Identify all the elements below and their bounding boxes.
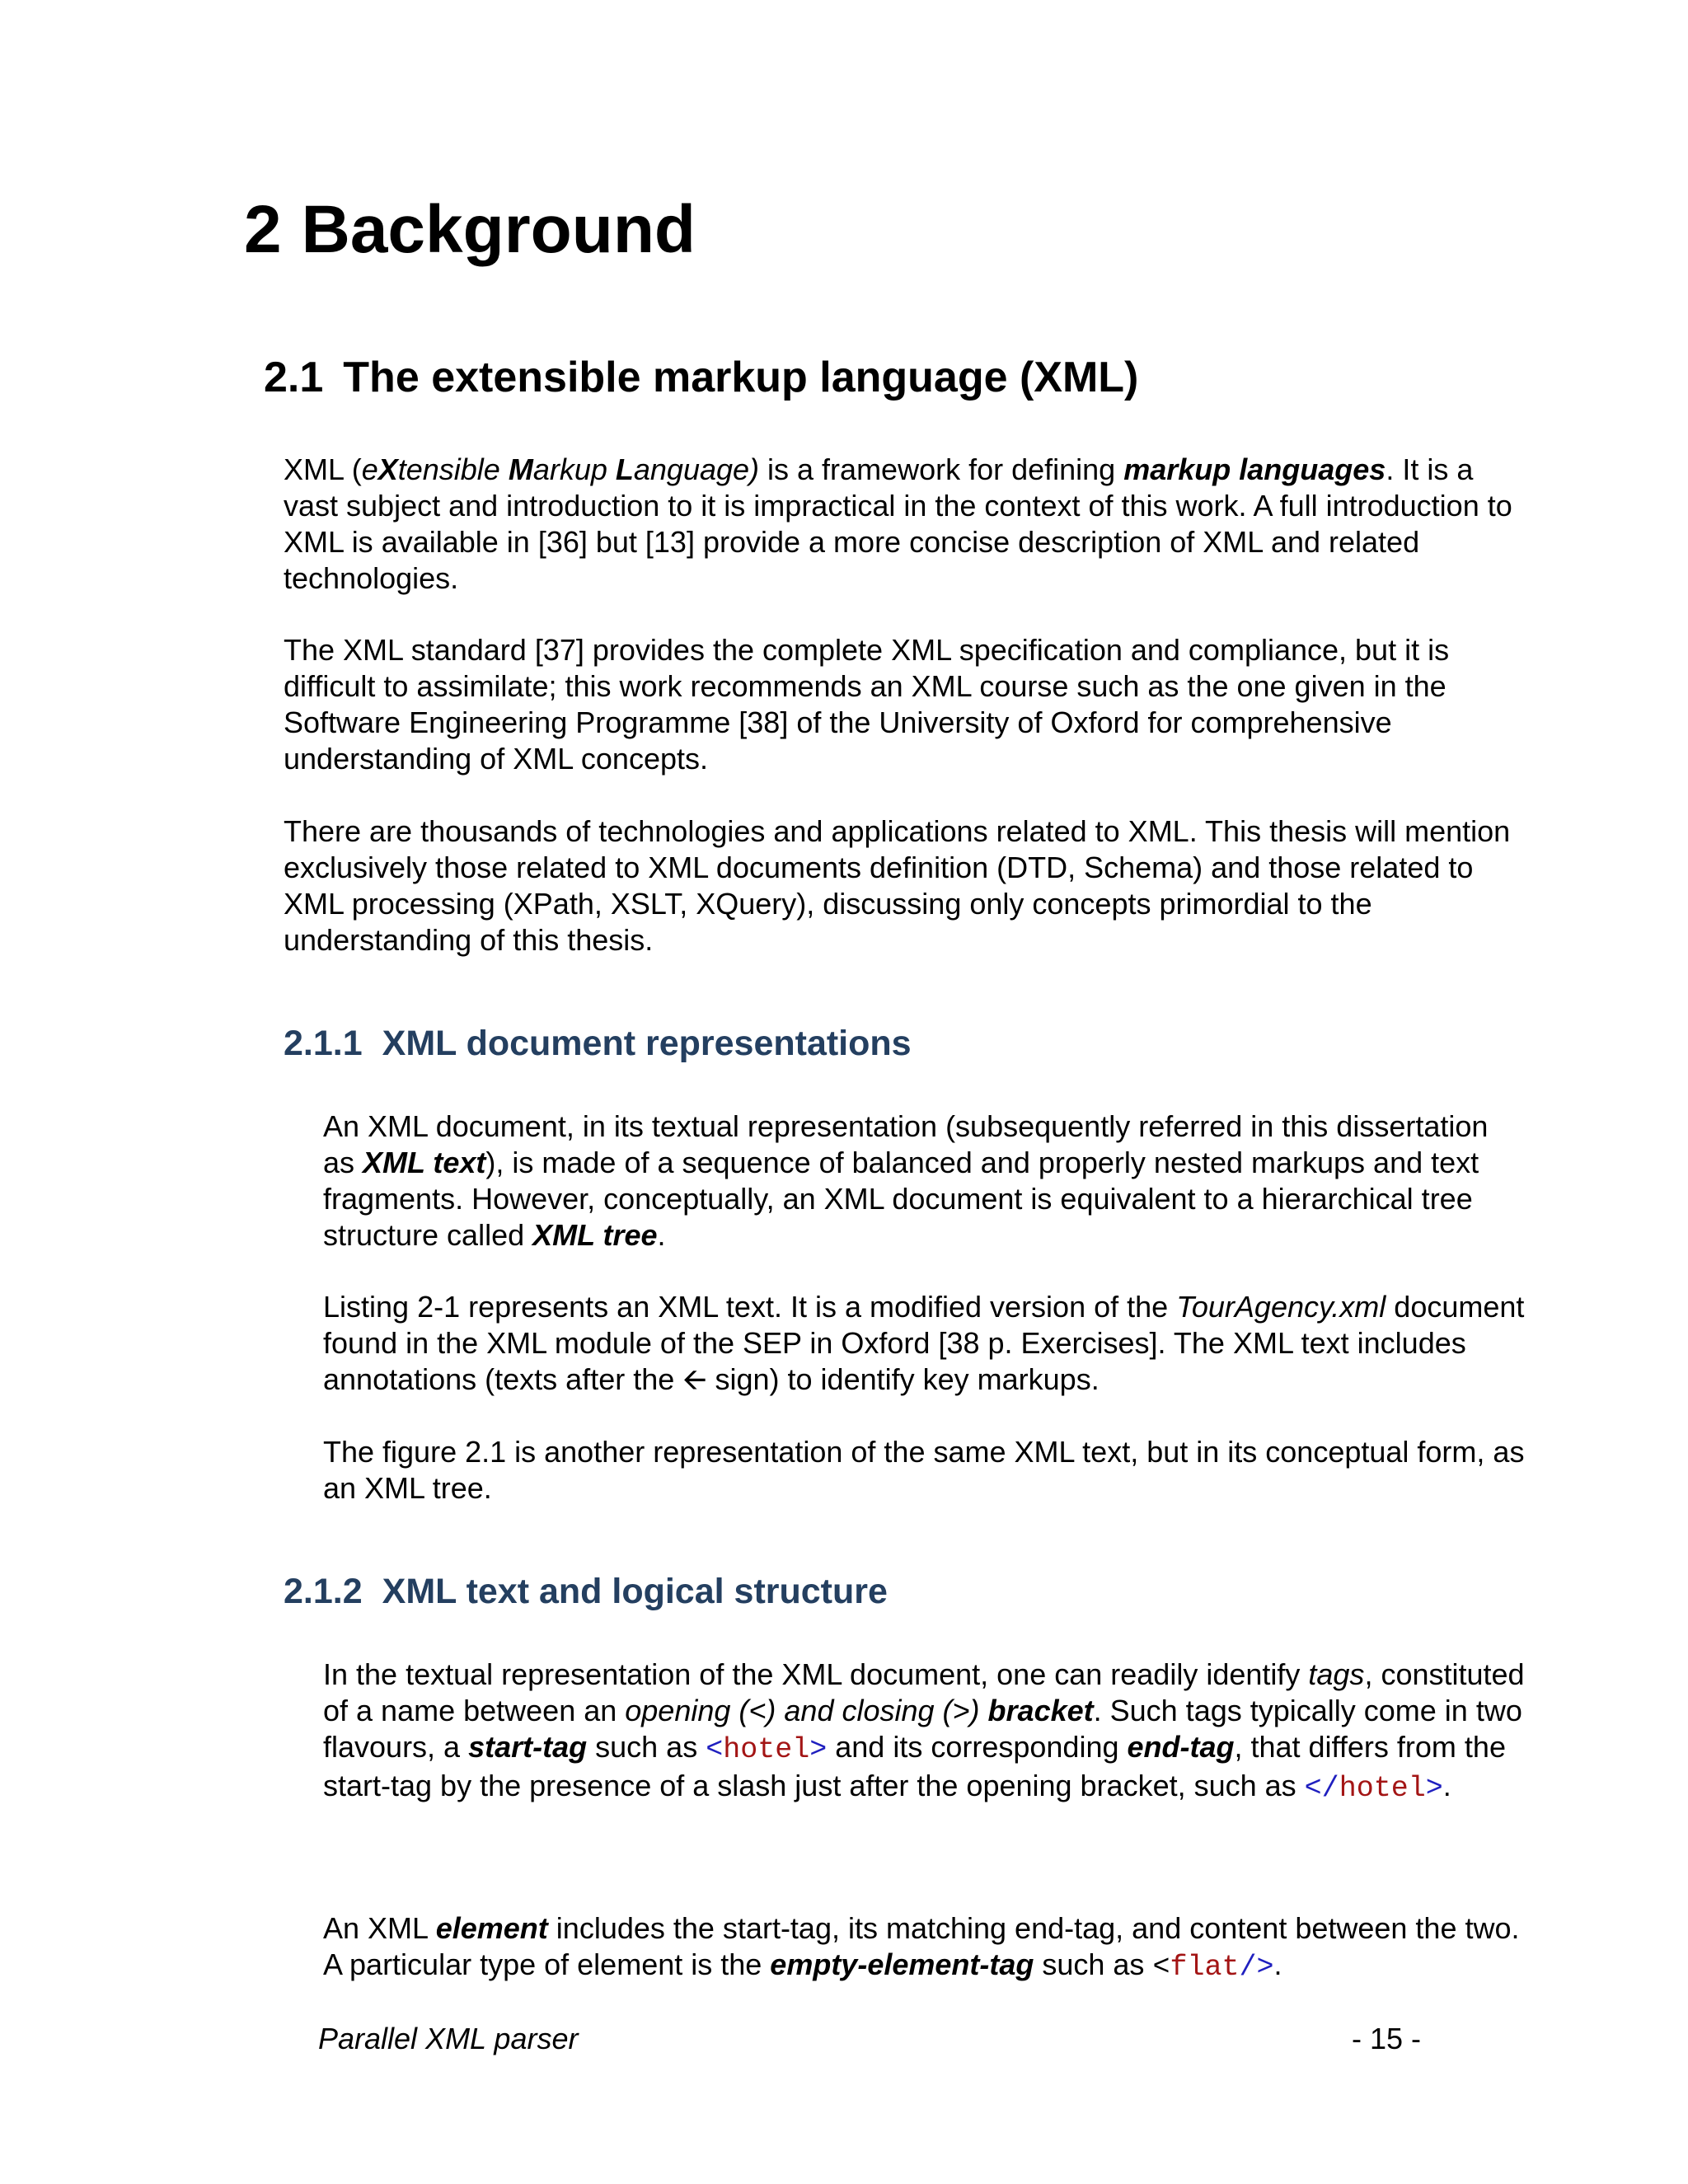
code-bracket: </ — [1304, 1772, 1339, 1805]
subsection2-paragraph-1 — [323, 1657, 1526, 1807]
text-run: . — [657, 1218, 666, 1252]
text-run: document found in the XML module of the SEP in Oxford [38 p. Exercises]. The XML text includes annotations (texts after the — [323, 1290, 1525, 1396]
code-start-tag-hotel — [706, 1733, 827, 1766]
filename: TourAgency.xml — [1176, 1290, 1386, 1324]
code-bracket: < — [706, 1733, 724, 1766]
subsection1-paragraph-1 — [323, 1108, 1526, 1254]
code-bracket: > — [1425, 1772, 1443, 1805]
term-xml-tree: XML tree — [532, 1218, 658, 1252]
code-empty-tag-flat — [1152, 1951, 1273, 1984]
arrow-left-icon: 🡨 — [682, 1362, 707, 1396]
term-element: element — [435, 1911, 548, 1945]
text-run: is a framework for defining — [759, 452, 1124, 486]
term-markup-languages: markup languages — [1123, 452, 1386, 486]
subsection-title: XML document representations — [382, 1024, 912, 1063]
section-paragraph-2: The XML standard [37] provides the complete XML specification and compliance, but it is difficult to assimilate; this work recommends an XML course such as the one given in the Software Engineering Programme [38] of the University of Oxford for comprehensive understanding of XML concepts. — [284, 633, 1450, 776]
text-run: An XML — [323, 1911, 436, 1945]
subsection1-paragraph-2 — [323, 1289, 1526, 1398]
subsection-number: 2.1.1 — [284, 1024, 363, 1063]
text-run-bold-italic: L — [615, 452, 634, 486]
page-number: - 15 - — [1352, 2022, 1422, 2055]
text-run: . — [1273, 1947, 1282, 1981]
text-run: In the textual representation of the XML document, one can readily identify — [323, 1657, 1309, 1691]
text-run: , that differs from the start-tag by the presence of a slash just after the opening bracket, such as — [323, 1730, 1506, 1802]
section-title: The extensible markup language (XML) — [343, 354, 1139, 401]
term-start-tag: start-tag — [468, 1730, 588, 1764]
text-run: includes the start-tag, its matching end-tag, and content between the two. A particular type of element is the — [323, 1911, 1520, 1981]
chapter-heading — [244, 192, 696, 267]
text-run-italic: anguage) — [633, 452, 760, 486]
text-run: . It is a vast subject and introduction to it is impractical in the context of this work. A full introduction to XML is available in [36] but [13] provide a more concise description of XML and related technologies. — [284, 452, 1512, 595]
text-run-italic: tensible — [397, 452, 509, 486]
text-run-italic: opening (<) and closing (>) — [625, 1694, 980, 1727]
code-end-tag-hotel — [1305, 1772, 1443, 1805]
text-run: An XML document, in its textual representation (subsequently referred in this dissertation as — [323, 1109, 1489, 1179]
subsection-heading-2 — [284, 1574, 888, 1610]
term-tags: tags — [1308, 1657, 1365, 1691]
term-end-tag: end-tag — [1127, 1730, 1235, 1764]
text-run: ), is made of a sequence of balanced and properly nested markups and text fragments. However, conceptually, an XML document is equivalent to a hierarchical tree structure called — [323, 1146, 1479, 1252]
code-tagname: flat — [1170, 1951, 1240, 1984]
term-empty-element-tag: empty-element-tag — [770, 1947, 1034, 1981]
text-run-italic: arkup — [532, 452, 616, 486]
chapter-number: 2 — [244, 192, 282, 267]
section-number: 2.1 — [264, 354, 324, 401]
section-heading — [264, 356, 1138, 399]
code-bracket: > — [809, 1733, 828, 1766]
subsection-number: 2.1.2 — [284, 1572, 363, 1611]
section-paragraph-1 — [284, 452, 1520, 597]
text-run-bold-italic: M — [508, 452, 533, 486]
code-bracket: /> — [1239, 1951, 1274, 1984]
text-run: . Such tags typically come in two flavours, a — [323, 1694, 1522, 1764]
text-run: , constituted of a name between an — [323, 1657, 1525, 1727]
text-run-bold-italic: X — [377, 452, 398, 486]
term-bracket: bracket — [987, 1694, 1094, 1727]
text-run: XML ( — [284, 452, 362, 486]
subsection-title: XML text and logical structure — [382, 1572, 888, 1611]
text-run: such as — [587, 1730, 706, 1764]
text-run — [980, 1694, 988, 1727]
section-paragraph-3: There are thousands of technologies and applications related to XML. This thesis will mention exclusively those related to XML documents definition (DTD, Schema) and those related to XML processing (XPath, XSLT, XQuery), discussing only concepts primordial to the understanding of this thesis. — [284, 814, 1511, 957]
subsection1-paragraph-3: The figure 2.1 is another representation of the same XML text, but in its conceptual form, as an XML tree. — [323, 1435, 1525, 1505]
code-bracket: < — [1152, 1951, 1170, 1984]
text-run: sign) to identify key markups. — [706, 1362, 1100, 1396]
text-run: . — [1442, 1769, 1451, 1802]
text-run: such as — [1034, 1947, 1153, 1981]
code-tagname: hotel — [723, 1733, 810, 1766]
subsection-heading-1 — [284, 1026, 912, 1062]
chapter-title: Background — [301, 192, 696, 267]
subsection2-paragraph-2 — [323, 1910, 1526, 1985]
term-xml-text: XML text — [363, 1146, 486, 1179]
footer-title: Parallel XML parser — [318, 2022, 579, 2055]
text-run-italic: e — [361, 452, 378, 486]
text-run: and its corresponding — [827, 1730, 1128, 1764]
code-tagname: hotel — [1339, 1772, 1426, 1805]
text-run: Listing 2-1 represents an XML text. It is a modified version of the — [323, 1290, 1177, 1324]
